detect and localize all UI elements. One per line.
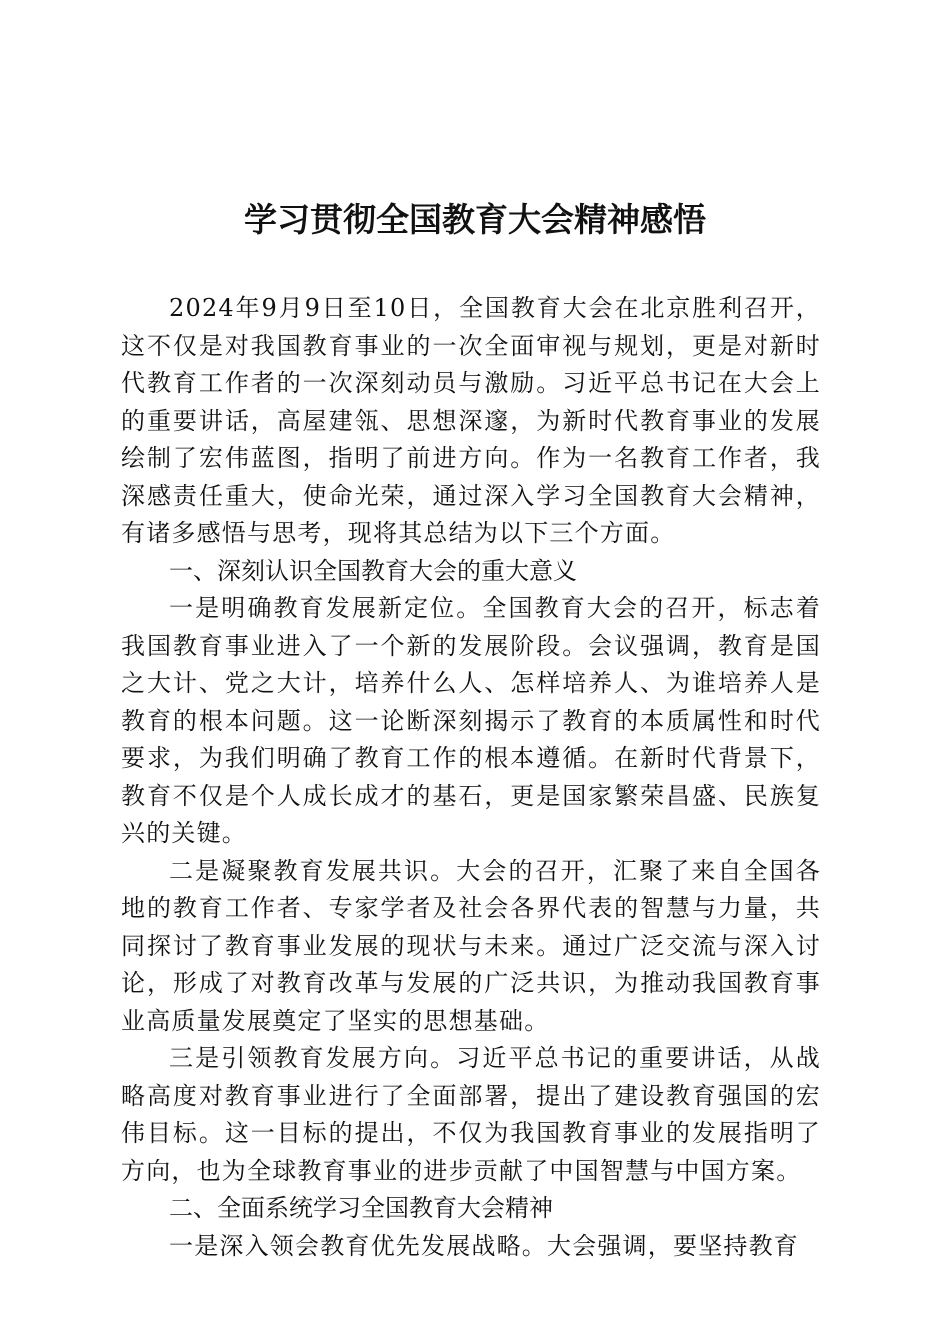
- document-body: [121, 290, 821, 1265]
- section-heading-2: 二、全面系统学习全国教育大会精神: [169, 1194, 553, 1222]
- section-heading-1: 一、深刻认识全国教育大会的重大意义: [169, 556, 577, 585]
- paragraph-4: 一是深入领会教育优先发展战略。大会强调，要坚持教育: [169, 1231, 799, 1260]
- paragraph-1: 一是明确教育发展新定位。全国教育大会的召开，标志着我国教育事业进入了一个新的发展阶段。会议强调，教育是国之大计、党之大计，培养什么人、怎样培养人、为谁培养人是教育的根本问题。这一论断深刻揭示了教育的本质属性和时代要求，为我们明确了教育工作的根本遵循。在新时代背景下，教育不仅是个人成长成才的基石，更是国家繁荣昌盛、民族复兴的关键。: [121, 594, 821, 847]
- paragraph-3: 三是引领教育发展方向。习近平总书记的重要讲话，从战略高度对教育事业进行了全面部署，提出了建设教育强国的宏伟目标。这一目标的提出，不仅为我国教育事业的发展指明了方向，也为全球教育事业的进步贡献了中国智慧与中国方案。: [121, 1044, 821, 1185]
- document-title: 学习贯彻全国教育大会精神感悟: [244, 200, 706, 239]
- intro-paragraph: 2024年9月9日至10日，全国教育大会在北京胜利召开，这不仅是对我国教育事业的一次全面审视与规划，更是对新时代教育工作者的一次深刻动员与激励。习近平总书记在大会上的重要讲话，高屋建瓴、思想深邃，为新时代教育事业的发展绘制了宏伟蓝图，指明了前进方向。作为一名教育工作者，我深感责任重大，使命光荣，通过深入学习全国教育大会精神，有诸多感悟与思考，现将其总结为以下三个方面。: [121, 294, 821, 547]
- paragraph-2: 二是凝聚教育发展共识。大会的召开，汇聚了来自全国各地的教育工作者、专家学者及社会各界代表的智慧与力量，共同探讨了教育事业发展的现状与未来。通过广泛交流与深入讨论，形成了对教育改革与发展的广泛共识，为推动我国教育事业高质量发展奠定了坚实的思想基础。: [121, 856, 821, 1035]
